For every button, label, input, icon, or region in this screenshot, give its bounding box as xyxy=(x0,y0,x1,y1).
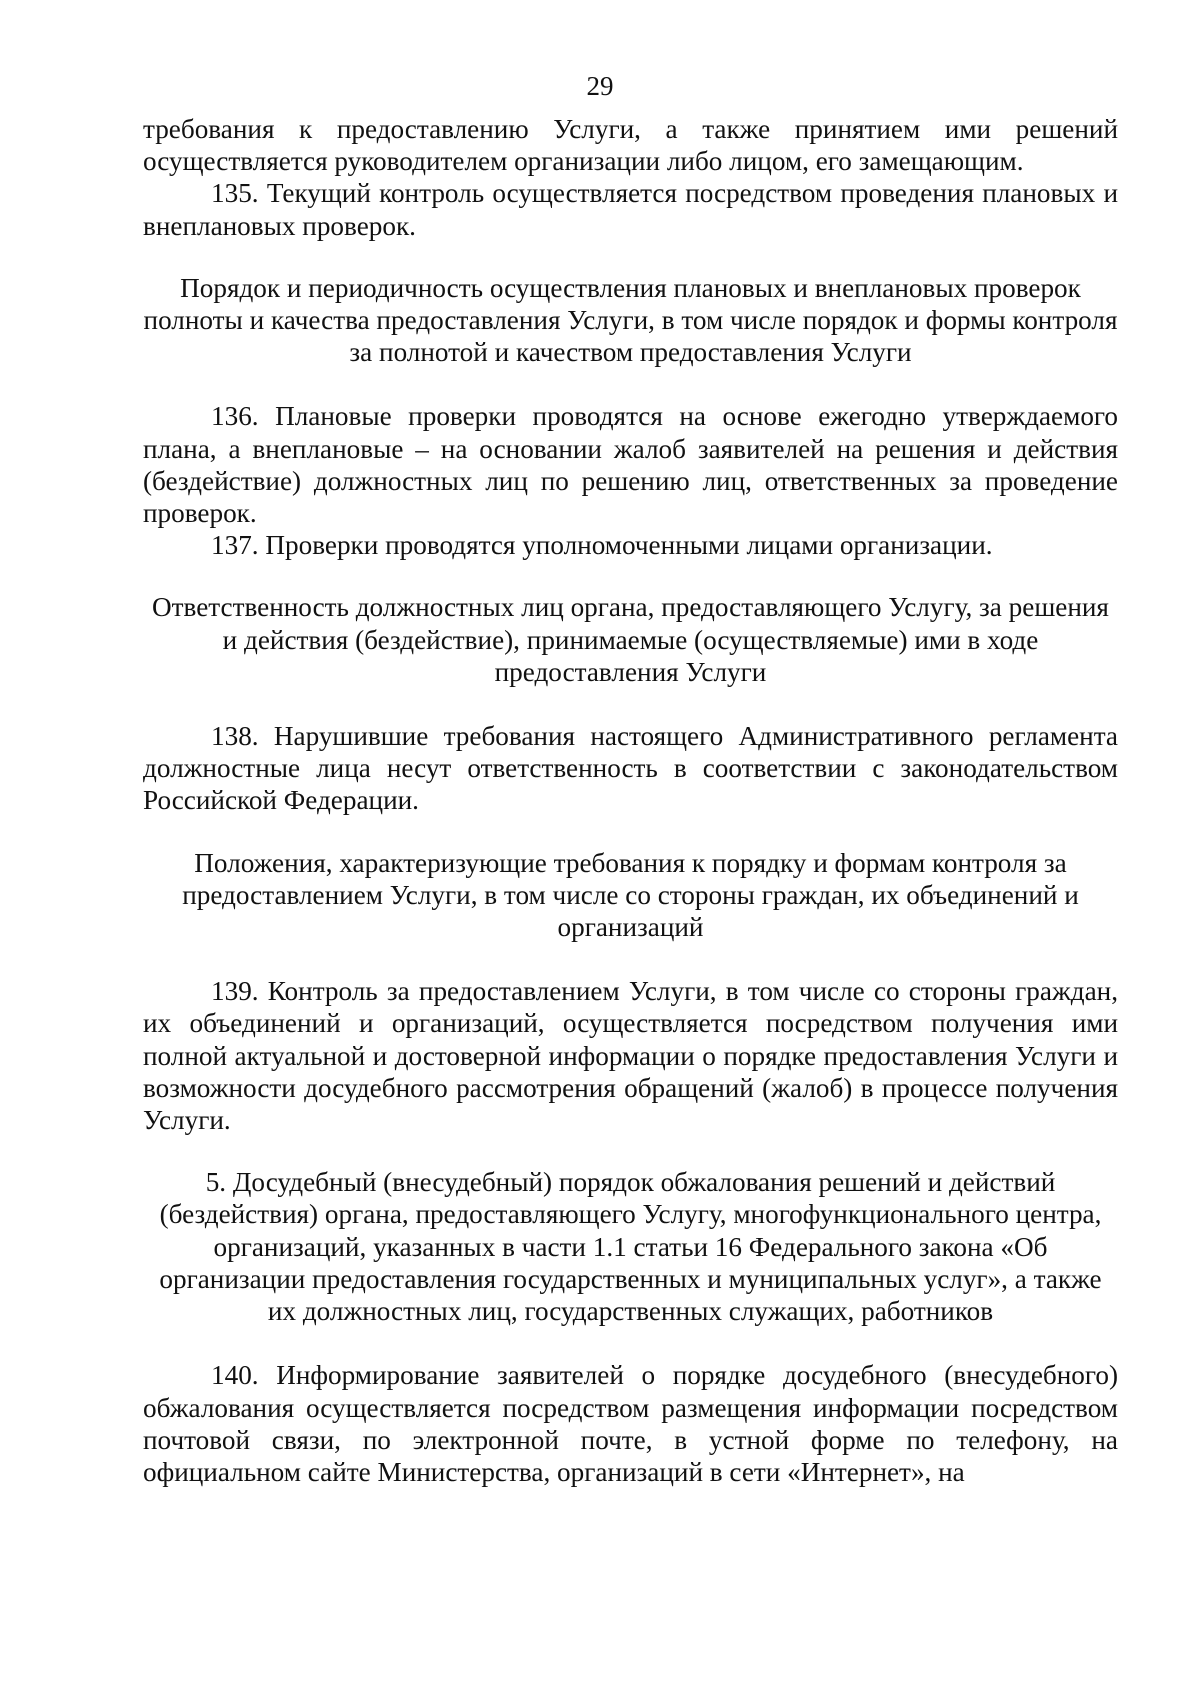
spacer xyxy=(143,242,1118,272)
document-body xyxy=(143,113,1118,1488)
section-heading-responsibility: Ответственность должностных лиц органа, предоставляющего Услугу, за решения и действия (бездействие), принимаемые (осуществляемые) ими в ходе предоставления Услуги xyxy=(152,592,1109,687)
spacer xyxy=(143,1327,1118,1359)
paragraph-136: 136. Плановые проверки проводятся на основе ежегодно утверждаемого плана, а внеплановые – на основании жалоб заявителей на решения и действия (бездействие) должностных лиц по решению лиц, ответственных за проведение проверок. xyxy=(143,401,1118,529)
spacer xyxy=(143,943,1118,975)
spacer xyxy=(143,561,1118,591)
spacer xyxy=(143,1136,1118,1166)
spacer xyxy=(143,368,1118,400)
paragraph-137: 137. Проверки проводятся уполномоченными лицами организации. xyxy=(211,530,993,561)
section-heading-inspections: Порядок и периодичность осуществления плановых и внеплановых проверок полноты и качества предоставления Услуги, в том числе порядок и формы контроля за полнотой и качеством предоставления Услуги xyxy=(143,272,1118,368)
spacer xyxy=(143,817,1118,847)
paragraph-continuation: требования к предоставлению Услуги, а также принятием ими решений осуществляется руководителем организации либо лицом, его замещающим. xyxy=(143,114,1118,177)
paragraph-140: 140. Информирование заявителей о порядке досудебного (внесудебного) обжалования осуществляется посредством размещения информации посредством почтовой связи, по электронной почте, в устной форме по телефону, на официальном сайте Министерства, организаций в сети «Интернет», на xyxy=(143,1360,1118,1487)
paragraph-138: 138. Нарушившие требования настоящего Административного регламента должностные лица несут ответственность в соответствии с законодательством Российской Федерации. xyxy=(143,721,1118,816)
paragraph-139: 139. Контроль за предоставлением Услуги, в том числе со стороны граждан, их объединений и организаций, осуществляется посредством получения ими полной актуальной и достоверной информации о порядке предоставления Услуги и возможности досудебного рассмотрения обращений (жалоб) в процессе получения Услуги. xyxy=(143,976,1118,1136)
section-heading-control-provisions: Положения, характеризующие требования к порядку и формам контроля за предоставлением Услуги, в том числе со стороны граждан, их объединений и организаций xyxy=(182,847,1079,943)
section-heading-appeal-procedure: 5. Досудебный (внесудебный) порядок обжалования решений и действий (бездействия) органа, предоставляющего Услугу, многофункционального центра, организаций, указанных в части 1.1 статьи 16 Федерального закона «Об организации предоставления государственных и муниципальных услуг», а также их должностных лиц, государственных служащих, работников xyxy=(159,1167,1102,1327)
page-number: 29 xyxy=(586,71,614,101)
spacer xyxy=(143,688,1118,720)
paragraph-135: 135. Текущий контроль осуществляется посредством проведения плановых и внеплановых проверок. xyxy=(143,178,1118,241)
